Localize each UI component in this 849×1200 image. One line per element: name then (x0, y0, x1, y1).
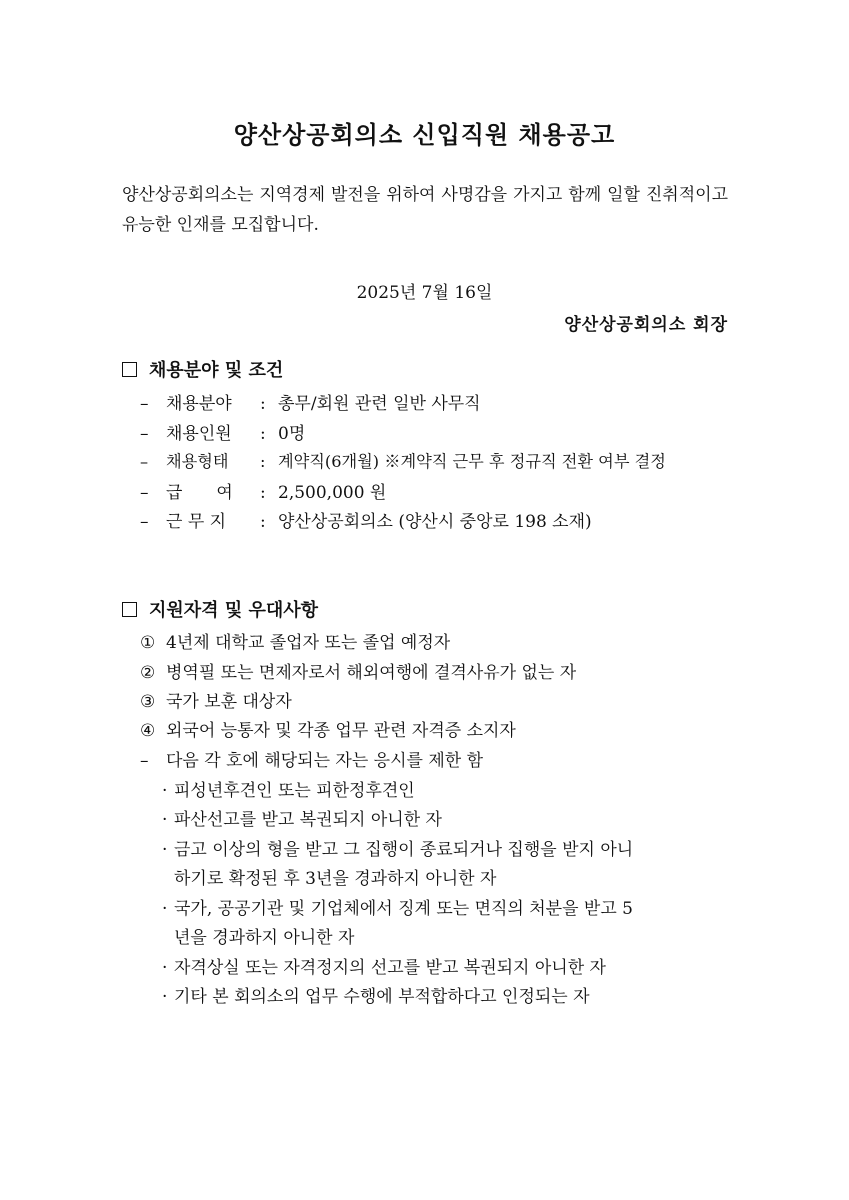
qualification-text: 국가 보훈 대상자 (166, 692, 292, 712)
dash-marker: – (140, 751, 149, 771)
announcement-date: 2025년 7월 16일 (356, 283, 493, 303)
section-heading-recruitment (122, 356, 283, 382)
restriction-bullet-continuation (174, 923, 354, 948)
checkbox-square-icon (122, 602, 137, 617)
bullet-text: 기타 본 회의소의 업무 수행에 부적합하다고 인정되는 자 (174, 987, 590, 1007)
condition-item (140, 389, 481, 414)
restriction-text: 다음 각 호에 해당되는 자는 응시를 제한 함 (166, 751, 484, 771)
qualification-text: 병역필 또는 면제자로서 해외여행에 결격사유가 없는 자 (166, 663, 577, 683)
bullet-dot: · (162, 840, 168, 860)
condition-colon: : (260, 483, 266, 503)
bullet-text: 년을 경과하지 아니한 자 (174, 928, 355, 948)
circled-number: ④ (140, 721, 156, 741)
condition-item (140, 448, 666, 472)
dash-marker: – (140, 424, 149, 444)
signer: 양산상공회의소 회장 (564, 315, 728, 335)
circled-number: ③ (140, 692, 156, 712)
qualification-item (140, 687, 292, 712)
restriction-bullet (162, 982, 590, 1007)
condition-value: 0명 (278, 424, 306, 444)
restriction-heading (140, 746, 483, 771)
condition-colon: : (260, 424, 266, 444)
section-heading-text: 지원자격 및 우대사항 (149, 600, 319, 621)
restriction-bullet (162, 835, 633, 860)
condition-item (140, 507, 592, 532)
condition-label: 채용형태 (166, 452, 229, 471)
bullet-text: 금고 이상의 형을 받고 그 집행이 종료되거나 집행을 받지 아니 (174, 840, 634, 860)
checkbox-square-icon (122, 362, 137, 377)
condition-colon: : (260, 394, 266, 414)
condition-item (140, 419, 305, 444)
dash-marker: – (140, 483, 149, 503)
condition-label: 채용인원 (166, 424, 232, 444)
qualification-text: 외국어 능통자 및 각종 업무 관련 자격증 소지자 (166, 721, 516, 741)
condition-value: 총무/회원 관련 일반 사무직 (278, 394, 481, 414)
restriction-bullet (162, 953, 606, 978)
qualification-item (140, 716, 516, 741)
bullet-text: 국가, 공공기관 및 기업체에서 징계 또는 면직의 처분을 받고 5 (174, 899, 633, 919)
restriction-bullet (162, 894, 633, 919)
restriction-bullet (162, 776, 415, 801)
intro-paragraph: 양산상공회의소는 지역경제 발전을 위하여 사명감을 가지고 함께 일할 진취적이고 유능한 인재를 모집합니다. (122, 185, 728, 235)
condition-label: 채용분야 (166, 394, 232, 414)
bullet-dot: · (162, 899, 168, 919)
circled-number: ② (140, 663, 156, 683)
bullet-dot: · (162, 958, 168, 978)
condition-value: 2,500,000 원 (278, 483, 387, 503)
section-heading-qualifications (122, 596, 318, 622)
bullet-dot: · (162, 987, 168, 1007)
restriction-bullet-continuation (174, 864, 496, 889)
condition-label: 근 무 지 (166, 512, 227, 532)
condition-colon: : (260, 452, 266, 471)
condition-value: 양산상공회의소 (양산시 중앙로 198 소재) (278, 512, 592, 532)
document-title: 양산상공회의소 신입직원 채용공고 (233, 120, 616, 149)
bullet-text: 자격상실 또는 자격정지의 선고를 받고 복권되지 아니한 자 (174, 958, 606, 978)
dash-marker: – (140, 452, 149, 471)
dash-marker: – (140, 512, 149, 532)
bullet-dot: · (162, 810, 168, 830)
bullet-dot: · (162, 781, 168, 801)
bullet-text: 피성년후견인 또는 피한정후견인 (174, 781, 415, 801)
bullet-text: 파산선고를 받고 복권되지 아니한 자 (174, 810, 442, 830)
condition-item (140, 478, 386, 503)
dash-marker: – (140, 394, 149, 414)
circled-number: ① (140, 633, 156, 653)
qualification-text: 4년제 대학교 졸업자 또는 졸업 예정자 (166, 633, 451, 653)
condition-colon: : (260, 512, 266, 532)
restriction-bullet (162, 805, 442, 830)
qualification-item (140, 658, 576, 683)
condition-value: 계약직(6개월) ※계약직 근무 후 정규직 전환 여부 결정 (278, 452, 666, 471)
bullet-text: 하기로 확정된 후 3년을 경과하지 아니한 자 (174, 869, 497, 889)
condition-label: 급 여 (166, 483, 233, 503)
section-heading-text: 채용분야 및 조건 (149, 360, 284, 381)
qualification-item (140, 628, 450, 653)
